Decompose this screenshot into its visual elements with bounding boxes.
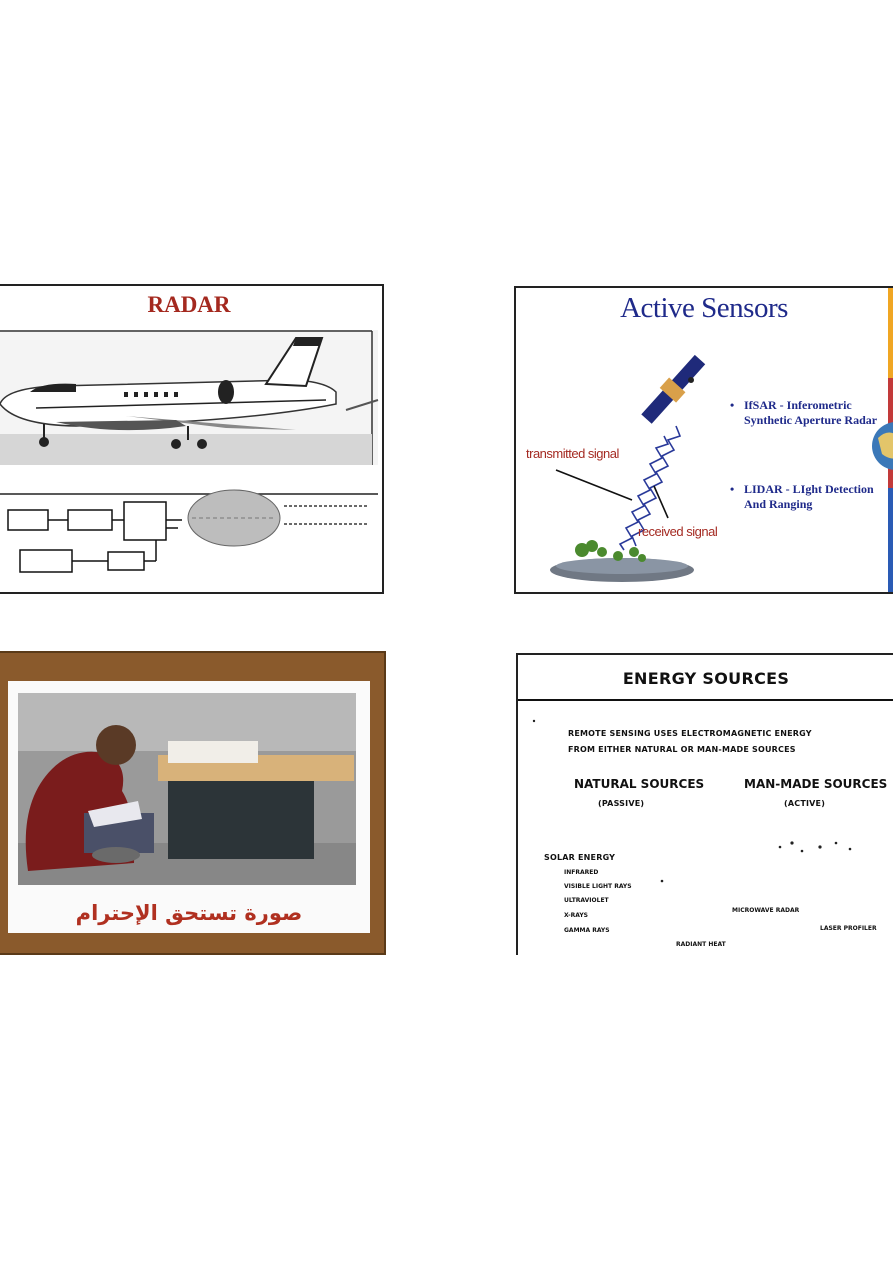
natural-sources-heading: NATURAL SOURCES <box>574 777 705 791</box>
bullet-lidar-line2: And Ranging <box>744 497 813 511</box>
laser-profiler-label: LASER PROFILER <box>820 925 877 932</box>
manmade-sources-heading: MAN-MADE SOURCES <box>744 777 888 791</box>
energy-sources-title: ENERGY SOURCES <box>622 669 790 688</box>
solar-item-xrays: X-RAYS <box>564 912 588 919</box>
slide-radar <box>0 284 384 594</box>
solar-item-visible: VISIBLE LIGHT RAYS <box>564 883 632 890</box>
bullet-ifsar-line2: Synthetic Aperture Radar <box>744 413 878 427</box>
microwave-radar-label: MICROWAVE RADAR <box>732 907 800 914</box>
radiant-heat-label: RADIANT HEAT <box>676 941 726 948</box>
satellite-signal-illustration <box>516 288 893 594</box>
intro-line-1: REMOTE SENSING USES ELECTROMAGNETIC ENERGY <box>568 729 812 738</box>
received-signal-label: received signal <box>638 524 718 539</box>
bullet-lidar: • LIDAR - LIght Detection And Ranging <box>730 482 874 511</box>
radar-block-diagram <box>0 482 384 592</box>
bullet-ifsar-line1: IfSAR - Inferometric <box>744 398 852 412</box>
bullet-ifsar: • IfSAR - Inferometric Synthetic Aperture Radar <box>730 398 878 427</box>
bullet-lidar-line1: LIDAR - LIght Detection <box>744 482 874 496</box>
scattered-marks <box>518 655 893 955</box>
jet-aircraft-illustration <box>0 330 384 465</box>
solar-item-ultraviolet: ULTRAVIOLET <box>564 897 609 904</box>
solar-item-gamma: GAMMA RAYS <box>564 927 610 934</box>
photo-caption: صورة تستحق الإحترام <box>75 901 303 925</box>
active-sensors-title: Active Sensors <box>620 292 788 324</box>
transmitted-signal-label: transmitted signal <box>526 446 619 461</box>
slide-photo <box>0 651 386 955</box>
slide-active-sensors <box>514 286 893 594</box>
photo-frame <box>8 681 370 933</box>
manmade-sources-sub: (ACTIVE) <box>784 799 826 808</box>
solar-energy-heading: SOLAR ENERGY <box>544 853 616 862</box>
intro-line-2: FROM EITHER NATURAL OR MAN-MADE SOURCES <box>568 745 796 754</box>
natural-sources-sub: (PASSIVE) <box>598 799 645 808</box>
radar-title: RADAR <box>147 292 231 317</box>
solar-item-infrared: INFRARED <box>564 869 599 876</box>
child-studying-photo <box>18 693 356 885</box>
slide-energy-sources <box>516 653 893 955</box>
